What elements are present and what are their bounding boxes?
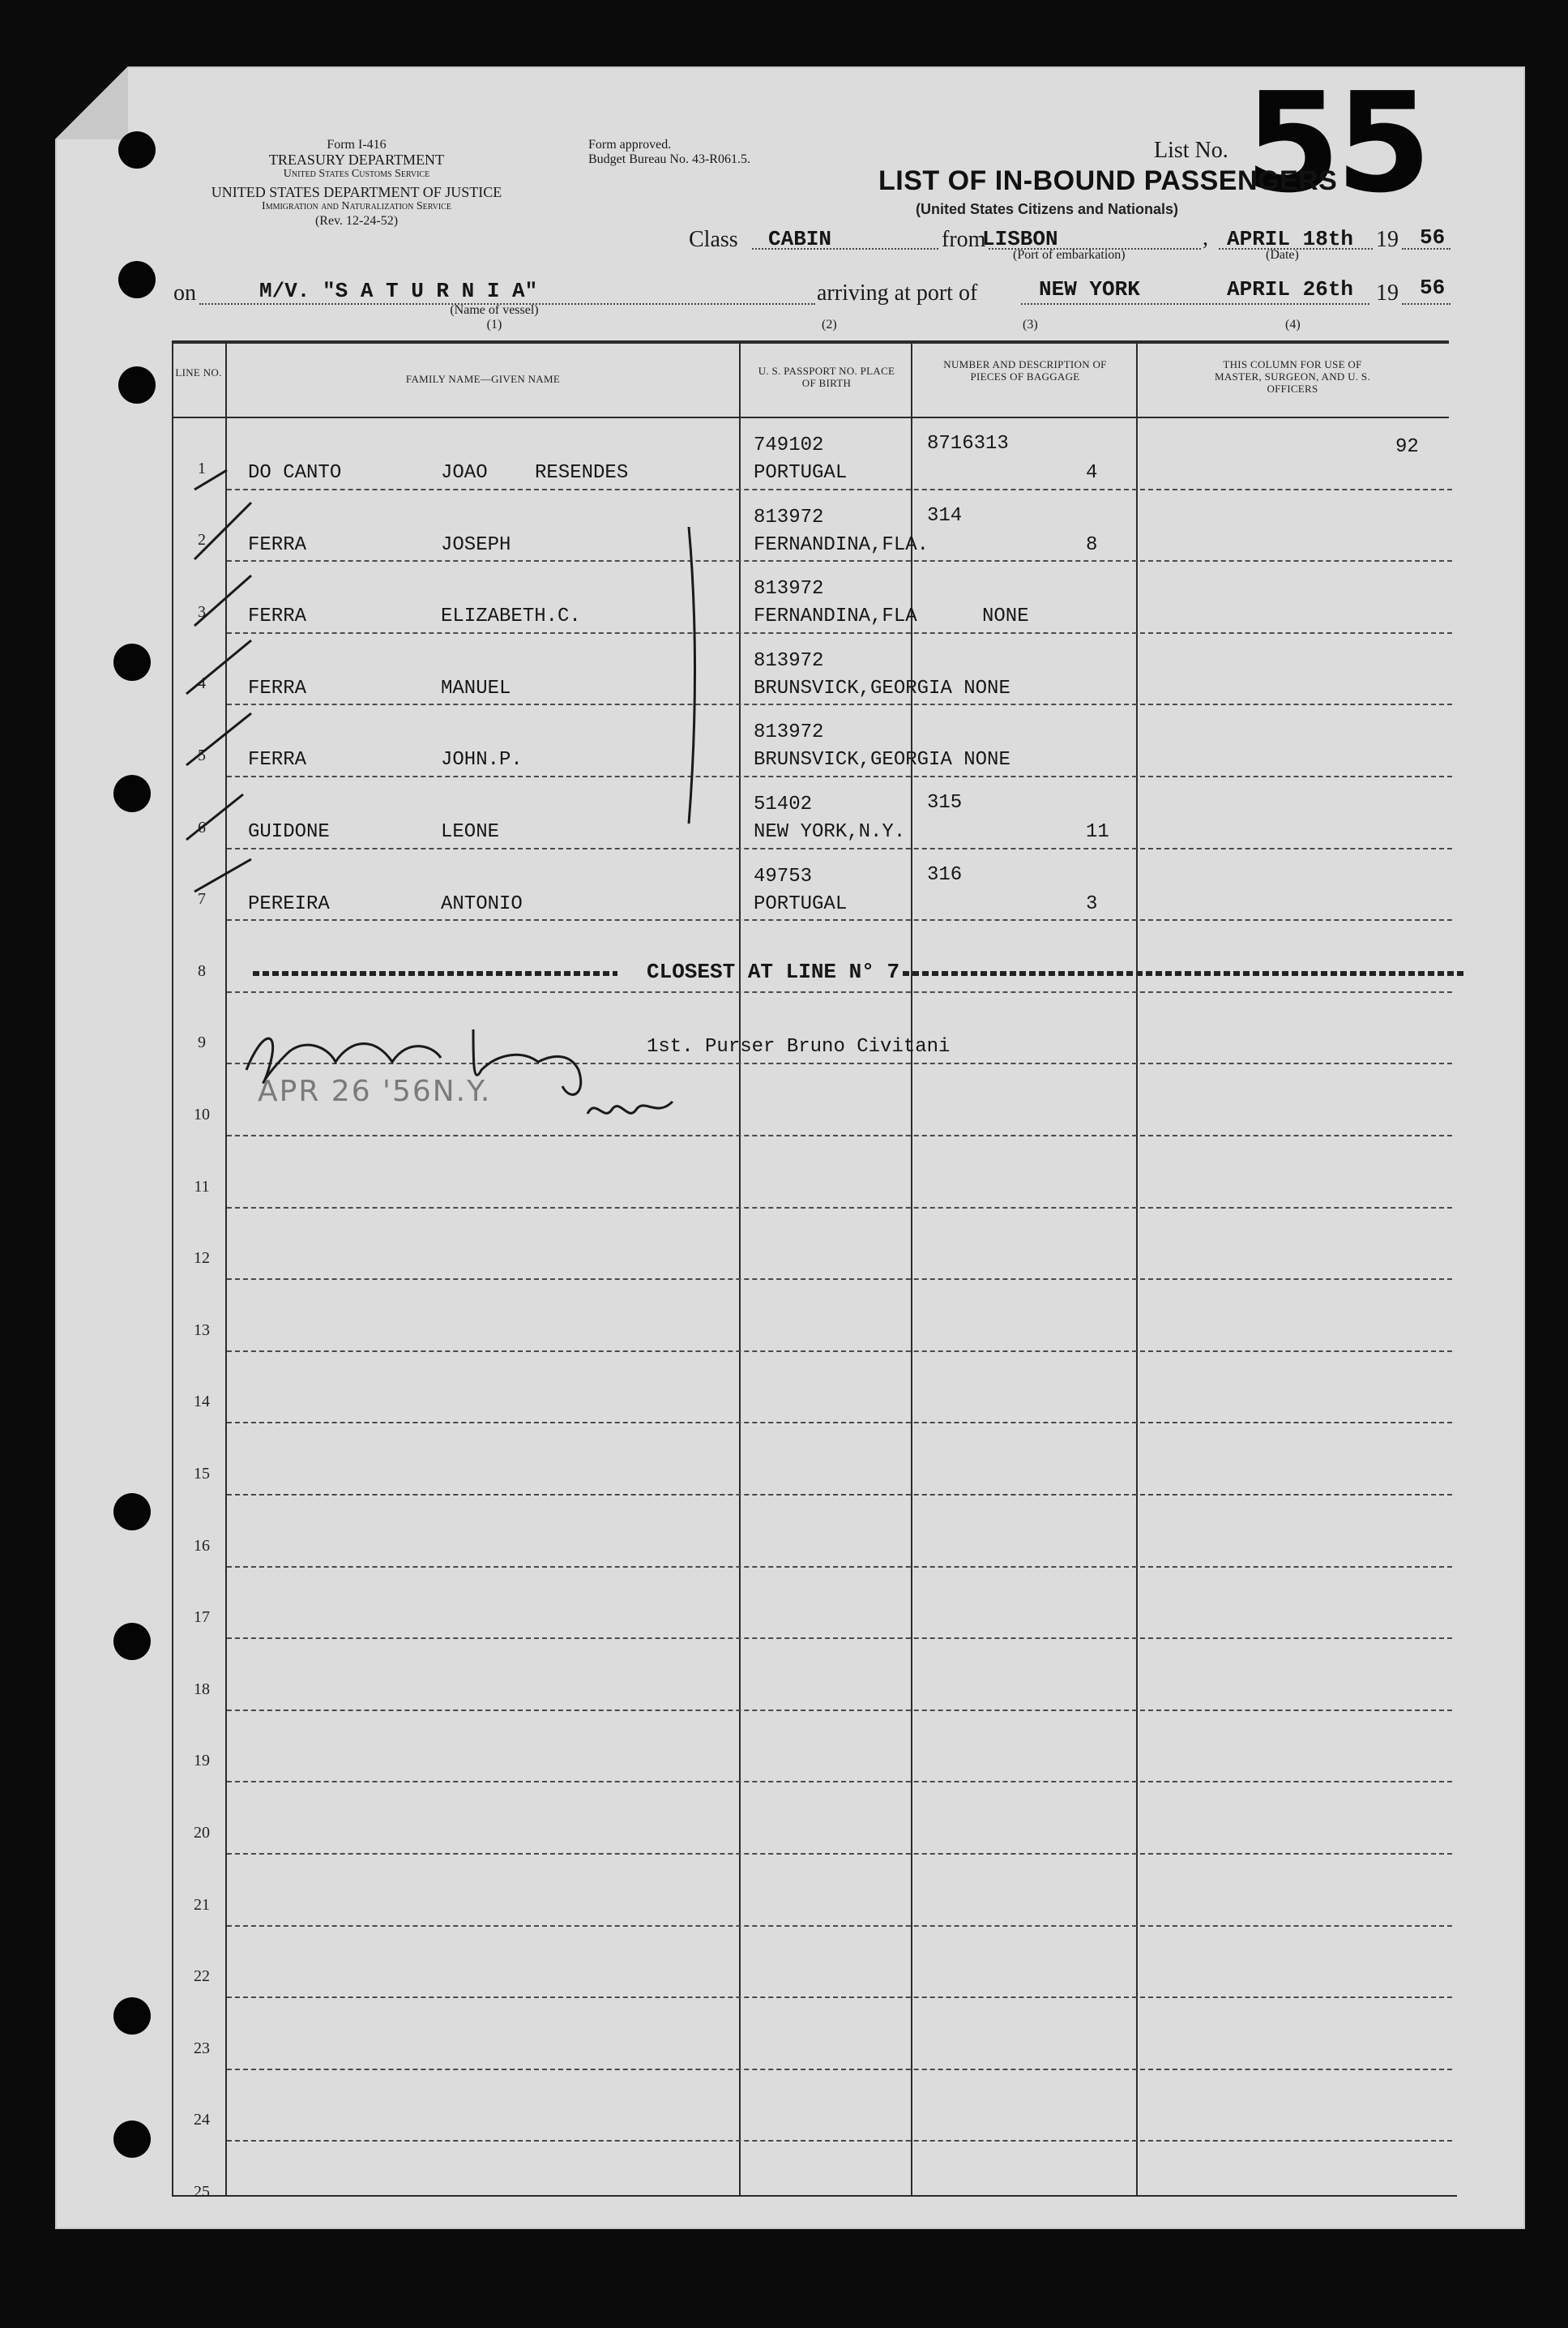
line-number: 20 [194,1824,210,1842]
baggage-count: 8 [1086,533,1098,556]
row-rule [227,1350,1452,1352]
budget-bureau: Budget Bureau No. 43-R061.5. [588,152,750,166]
folded-corner [55,66,128,139]
justice-department: UNITED STATES DEPARTMENT OF JUSTICE [211,184,502,200]
line-number: 7 [198,890,206,909]
passenger-family-name: FERRA [248,749,307,772]
initials-mark [583,1089,681,1130]
passenger-given-name: ANTONIO [441,892,523,915]
departure-year: 56 [1420,225,1446,250]
binder-hole [113,1493,151,1530]
arriving-label: arriving at port of [817,280,978,306]
class-value: CABIN [768,227,832,251]
line-number: 16 [194,1536,210,1555]
approval-block [588,138,750,167]
line-number: 10 [194,1106,210,1123]
col-header-passport: U. S. PASSPORT NO. PLACE OF BIRTH [758,365,895,389]
list-number: 55 [1245,63,1427,224]
baggage-col-divider [1136,340,1138,2197]
binder-hole [113,1997,151,2035]
arrival-port: NEW YORK [1039,277,1140,302]
row-rule [227,1278,1452,1280]
table-left-border [172,340,173,2197]
place-of-birth: FERNANDINA,FLA. [754,533,929,556]
row-rule [227,1996,1452,1998]
baggage-count: 3 [1086,892,1098,915]
line-number: 2 [198,531,206,550]
place-of-birth: BRUNSVICK,GEORGIA NONE [754,749,1010,772]
passenger-given-name: JOHN.P. [441,749,523,772]
ins-service: Immigration and Naturalization Service [262,200,451,212]
line-number: 19 [194,1752,210,1770]
row-rule [227,1781,1452,1782]
on-label: on [173,280,196,306]
table-bottom-border [172,2195,1457,2197]
place-of-birth: PORTUGAL [754,462,848,484]
passport-number: 813972 [754,506,824,529]
line-number: 13 [194,1320,210,1339]
arrival-year-prefix: 19 [1376,280,1399,306]
col-header-officers: THIS COLUMN FOR USE OF MASTER, SURGEON, AND U. S. OFFICERS [1215,358,1370,395]
arrival-stamp: APR 26 '56N.Y. [258,1075,492,1108]
treasury-block [227,138,486,182]
place-of-birth: BRUNSVICK,GEORGIA NONE [754,677,1010,700]
baggage-count: NONE [982,606,1029,628]
passenger-given-name: JOSEPH [441,533,511,556]
list-no-label: List No. [1154,138,1228,163]
treasury-department: TREASURY DEPARTMENT [268,152,445,168]
binder-hole [113,2120,151,2158]
page-title: LIST OF IN-BOUND PASSENGERS [878,165,1338,196]
row-rule [227,1853,1452,1855]
closing-line-text: CLOSEST AT LINE N° 7 [647,960,900,984]
place-of-birth: PORTUGAL [754,892,848,915]
binder-hole [113,775,151,812]
passenger-given-name: MANUEL [441,677,511,700]
vessel-caption-block [438,303,551,332]
line-number: 25 [194,2183,210,2201]
passenger-family-name: FERRA [248,533,307,556]
col-header-baggage: NUMBER AND DESCRIPTION OF PIECES OF BAGGAGE [943,358,1107,383]
baggage-count: 11 [1086,821,1109,843]
line-number: 11 [194,1177,210,1196]
row-rule [227,1566,1452,1568]
name-col-divider [739,340,741,2197]
form-approved: Form approved. [588,138,672,152]
passenger-given-name: LEONE [441,821,500,843]
row-rule [227,2140,1452,2142]
binder-hole [118,261,156,298]
row-rule [227,1494,1452,1496]
closing-dash-left [253,971,617,976]
binder-hole [113,644,151,681]
passenger-family-name: DO CANTO [248,462,342,484]
port-of-embarkation: LISBON [982,227,1058,251]
departure-date: APRIL 18th [1227,227,1354,251]
officer-note: 92 [1395,436,1419,458]
check-marks [178,454,713,924]
row-rule [227,1422,1452,1423]
col-num-1: (1) [486,318,502,332]
line-number: 22 [194,1967,210,1986]
line-number: 15 [194,1465,210,1483]
passport-number: 49753 [754,865,813,888]
passport-number: 813972 [754,721,824,744]
page-subtitle: (United States Citizens and Nationals) [916,201,1179,217]
line-number: 18 [194,1680,210,1698]
class-label: Class [689,227,738,252]
date-caption: (Date) [1266,248,1299,262]
row-rule [227,1925,1452,1927]
row-rule [227,991,1452,993]
line-number: 1 [198,459,206,477]
vessel-caption: (Name of vessel) [450,303,539,317]
passenger-family-name: FERRA [248,677,307,700]
baggage-ticket: 314 [927,504,963,527]
from-label: from [942,227,986,252]
passport-number: 813972 [754,649,824,672]
line-number: 17 [194,1608,210,1627]
col-header-name: FAMILY NAME—GIVEN NAME [405,373,561,385]
passport-number: 51402 [754,794,813,815]
row-rule [227,1710,1452,1711]
year-prefix: 19 [1376,227,1399,252]
line-number: 23 [194,2039,210,2057]
binder-hole [118,366,156,404]
baggage-ticket: 8716313 [927,433,1009,455]
purser-signature-line: 1st. Purser Bruno Civitani [647,1036,951,1058]
place-of-birth: FERNANDINA,FLA [754,606,917,628]
arrival-year: 56 [1420,276,1446,300]
embark-caption: (Port of embarkation) [1013,248,1126,262]
passenger-family-name: GUIDONE [248,821,330,843]
line-number: 4 [198,674,206,693]
line-number: 8 [198,961,206,980]
line-number: 12 [194,1249,210,1268]
passenger-family-name: PEREIRA [248,892,330,915]
passenger-given-name: JOAO [441,462,488,484]
baggage-ticket: 316 [927,863,963,886]
binder-hole [113,1623,151,1660]
binder-hole [118,131,156,169]
arrival-date: APRIL 26th [1227,277,1354,302]
line-number: 14 [194,1393,210,1411]
row-rule [227,1135,1452,1136]
place-of-birth: NEW YORK,N.Y. [754,821,906,843]
table-header-bottom [172,417,1449,418]
passport-number: 813972 [754,578,824,601]
vessel-name: M/V. "S A T U R N I A" [259,279,538,303]
line-number: 24 [194,2111,210,2129]
col-num-2: (2) [822,318,837,332]
baggage-ticket: 315 [927,792,963,814]
line-number: 6 [198,818,206,837]
row-rule [227,1207,1452,1209]
line-number: 5 [198,747,206,764]
col-num-4: (4) [1285,318,1301,332]
col-header-line: LINE NO. [175,366,222,379]
passport-number: 749102 [754,434,824,456]
passenger-family-name: FERRA [248,606,307,628]
baggage-count: 4 [1086,462,1098,484]
justice-block [170,185,543,229]
line-number: 21 [194,1895,210,1914]
row-rule [227,2069,1452,2070]
col-num-3: (3) [1023,318,1038,332]
line-number: 9 [198,1033,206,1052]
passenger-given-name: ELIZABETH.C. [441,606,581,628]
closing-dash-right [903,971,1467,976]
revision-date: (Rev. 12-24-52) [314,214,399,228]
passenger-middle-name: RESENDES [535,462,629,484]
customs-service: United States Customs Service [283,168,430,180]
line-number: 3 [198,602,206,621]
form-number: Form I-416 [327,138,387,152]
table-top-border [172,340,1449,344]
row-rule [227,1637,1452,1639]
